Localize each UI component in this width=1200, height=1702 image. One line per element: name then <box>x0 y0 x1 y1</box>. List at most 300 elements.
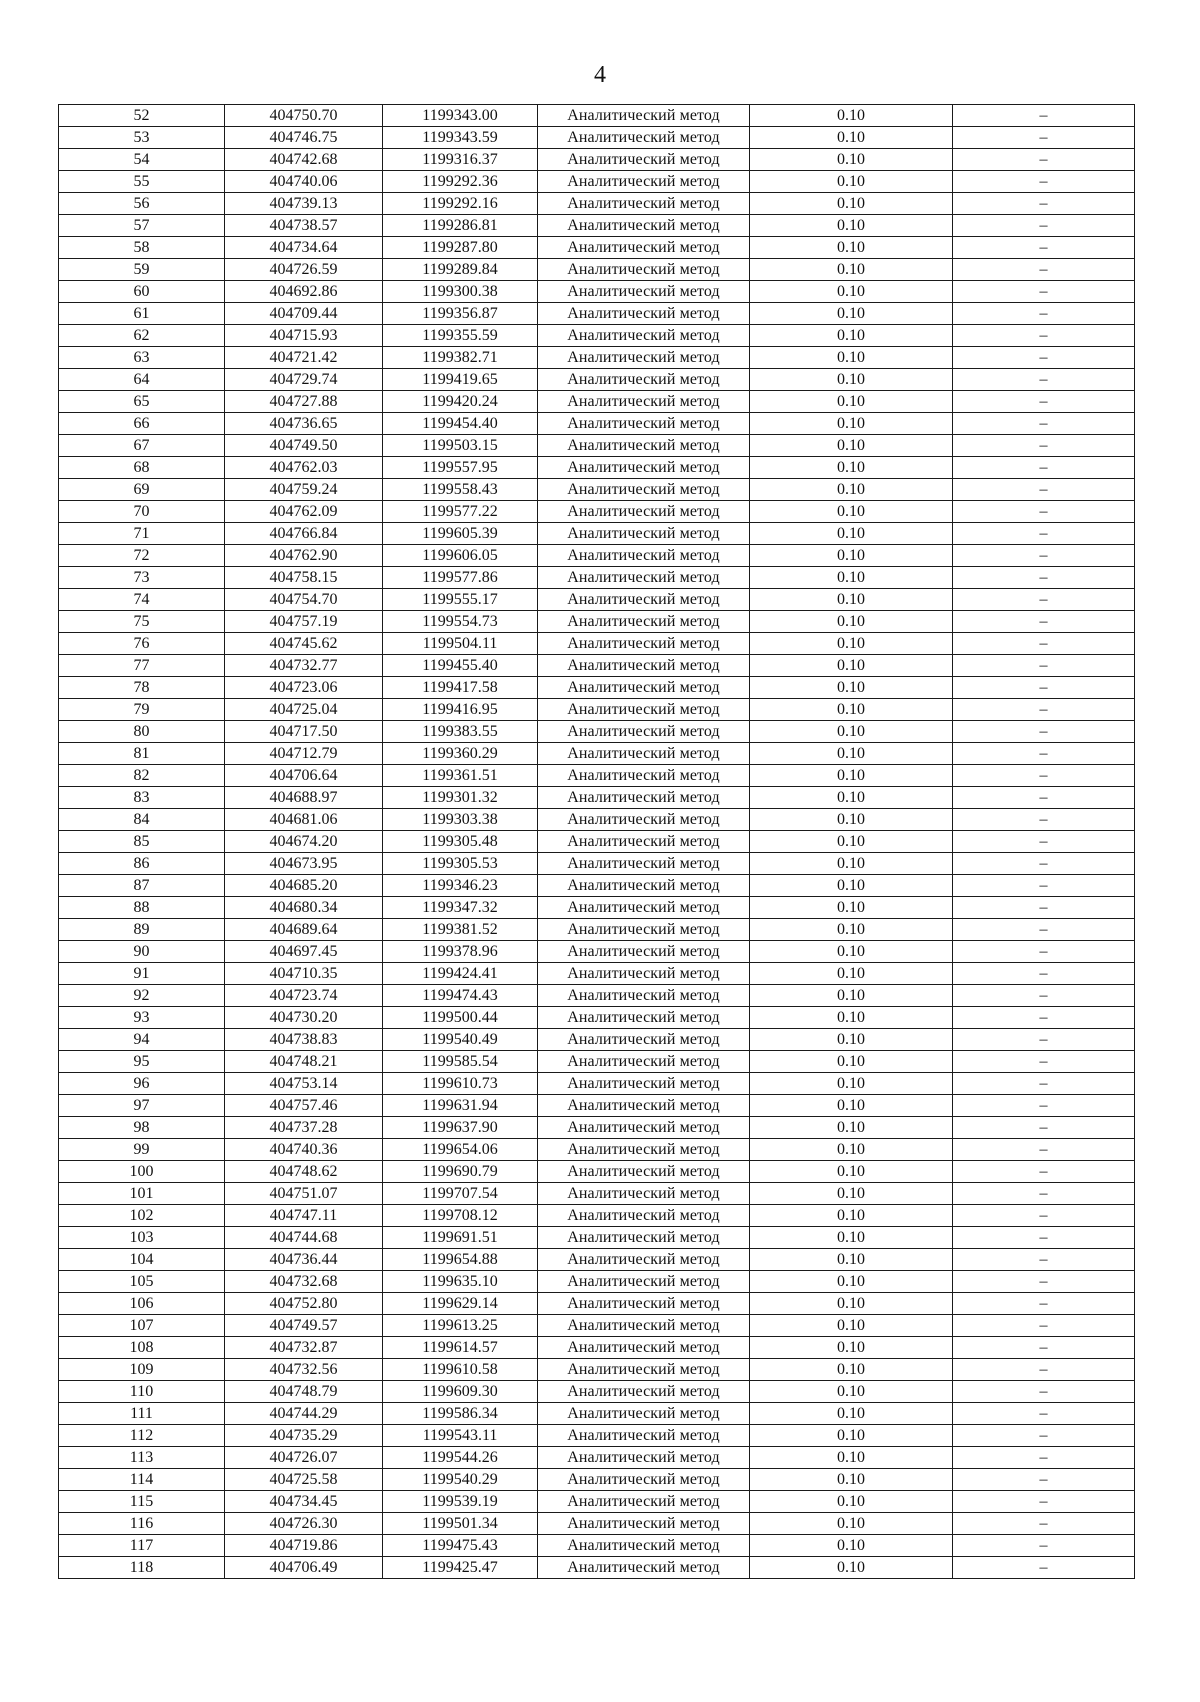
point-number-cell: 81 <box>59 743 225 765</box>
point-number-cell: 65 <box>59 391 225 413</box>
y-coordinate-cell: 1199343.59 <box>383 127 538 149</box>
method-cell: Аналитический метод <box>538 655 750 677</box>
y-coordinate-cell: 1199504.11 <box>383 633 538 655</box>
accuracy-cell: 0.10 <box>750 501 953 523</box>
method-cell: Аналитический метод <box>538 567 750 589</box>
point-number-cell: 73 <box>59 567 225 589</box>
point-number-cell: 82 <box>59 765 225 787</box>
description-cell: – <box>953 1205 1135 1227</box>
y-coordinate-cell: 1199539.19 <box>383 1491 538 1513</box>
point-number-cell: 75 <box>59 611 225 633</box>
accuracy-cell: 0.10 <box>750 303 953 325</box>
x-coordinate-cell: 404748.62 <box>225 1161 383 1183</box>
accuracy-cell: 0.10 <box>750 523 953 545</box>
method-cell: Аналитический метод <box>538 435 750 457</box>
point-number-cell: 70 <box>59 501 225 523</box>
description-cell: – <box>953 237 1135 259</box>
accuracy-cell: 0.10 <box>750 1073 953 1095</box>
description-cell: – <box>953 457 1135 479</box>
point-number-cell: 59 <box>59 259 225 281</box>
table-row <box>59 1447 1135 1469</box>
x-coordinate-cell: 404749.57 <box>225 1315 383 1337</box>
description-cell: – <box>953 259 1135 281</box>
point-number-cell: 113 <box>59 1447 225 1469</box>
method-cell: Аналитический метод <box>538 1293 750 1315</box>
point-number-cell: 107 <box>59 1315 225 1337</box>
method-cell: Аналитический метод <box>538 325 750 347</box>
y-coordinate-cell: 1199501.34 <box>383 1513 538 1535</box>
point-number-cell: 83 <box>59 787 225 809</box>
x-coordinate-cell: 404738.57 <box>225 215 383 237</box>
table-row <box>59 1513 1135 1535</box>
table-row <box>59 699 1135 721</box>
table-row <box>59 875 1135 897</box>
table-row <box>59 303 1135 325</box>
method-cell: Аналитический метод <box>538 457 750 479</box>
x-coordinate-cell: 404745.62 <box>225 633 383 655</box>
accuracy-cell: 0.10 <box>750 1337 953 1359</box>
table-row <box>59 105 1135 127</box>
x-coordinate-cell: 404725.04 <box>225 699 383 721</box>
description-cell: – <box>953 303 1135 325</box>
table-row <box>59 743 1135 765</box>
x-coordinate-cell: 404739.13 <box>225 193 383 215</box>
point-number-cell: 84 <box>59 809 225 831</box>
description-cell: – <box>953 853 1135 875</box>
accuracy-cell: 0.10 <box>750 1095 953 1117</box>
y-coordinate-cell: 1199301.32 <box>383 787 538 809</box>
table-row <box>59 1249 1135 1271</box>
table-row <box>59 215 1135 237</box>
point-number-cell: 89 <box>59 919 225 941</box>
table-row <box>59 721 1135 743</box>
point-number-cell: 52 <box>59 105 225 127</box>
method-cell: Аналитический метод <box>538 105 750 127</box>
table-row <box>59 127 1135 149</box>
table-row <box>59 457 1135 479</box>
table-row <box>59 1469 1135 1491</box>
accuracy-cell: 0.10 <box>750 1161 953 1183</box>
method-cell: Аналитический метод <box>538 875 750 897</box>
table-body <box>59 105 1135 1579</box>
method-cell: Аналитический метод <box>538 589 750 611</box>
description-cell: – <box>953 1183 1135 1205</box>
y-coordinate-cell: 1199613.25 <box>383 1315 538 1337</box>
point-number-cell: 109 <box>59 1359 225 1381</box>
x-coordinate-cell: 404742.68 <box>225 149 383 171</box>
table-row <box>59 1315 1135 1337</box>
description-cell: – <box>953 1403 1135 1425</box>
description-cell: – <box>953 721 1135 743</box>
table-row <box>59 787 1135 809</box>
method-cell: Аналитический метод <box>538 1491 750 1513</box>
x-coordinate-cell: 404706.64 <box>225 765 383 787</box>
table-row <box>59 1051 1135 1073</box>
point-number-cell: 58 <box>59 237 225 259</box>
y-coordinate-cell: 1199455.40 <box>383 655 538 677</box>
point-number-cell: 116 <box>59 1513 225 1535</box>
x-coordinate-cell: 404736.44 <box>225 1249 383 1271</box>
method-cell: Аналитический метод <box>538 1007 750 1029</box>
description-cell: – <box>953 435 1135 457</box>
method-cell: Аналитический метод <box>538 611 750 633</box>
x-coordinate-cell: 404681.06 <box>225 809 383 831</box>
y-coordinate-cell: 1199356.87 <box>383 303 538 325</box>
description-cell: – <box>953 765 1135 787</box>
accuracy-cell: 0.10 <box>750 897 953 919</box>
accuracy-cell: 0.10 <box>750 1117 953 1139</box>
x-coordinate-cell: 404744.68 <box>225 1227 383 1249</box>
x-coordinate-cell: 404734.64 <box>225 237 383 259</box>
y-coordinate-cell: 1199610.73 <box>383 1073 538 1095</box>
description-cell: – <box>953 479 1135 501</box>
x-coordinate-cell: 404759.24 <box>225 479 383 501</box>
x-coordinate-cell: 404697.45 <box>225 941 383 963</box>
accuracy-cell: 0.10 <box>750 743 953 765</box>
table-row <box>59 941 1135 963</box>
y-coordinate-cell: 1199585.54 <box>383 1051 538 1073</box>
accuracy-cell: 0.10 <box>750 435 953 457</box>
point-number-cell: 86 <box>59 853 225 875</box>
y-coordinate-cell: 1199424.41 <box>383 963 538 985</box>
method-cell: Аналитический метод <box>538 237 750 259</box>
x-coordinate-cell: 404723.06 <box>225 677 383 699</box>
point-number-cell: 106 <box>59 1293 225 1315</box>
description-cell: – <box>953 105 1135 127</box>
description-cell: – <box>953 325 1135 347</box>
point-number-cell: 91 <box>59 963 225 985</box>
table-row <box>59 1425 1135 1447</box>
accuracy-cell: 0.10 <box>750 985 953 1007</box>
point-number-cell: 90 <box>59 941 225 963</box>
point-number-cell: 98 <box>59 1117 225 1139</box>
y-coordinate-cell: 1199347.32 <box>383 897 538 919</box>
x-coordinate-cell: 404758.15 <box>225 567 383 589</box>
description-cell: – <box>953 1139 1135 1161</box>
table-row <box>59 1293 1135 1315</box>
description-cell: – <box>953 1535 1135 1557</box>
table-row <box>59 413 1135 435</box>
method-cell: Аналитический метод <box>538 677 750 699</box>
table-row <box>59 919 1135 941</box>
description-cell: – <box>953 1073 1135 1095</box>
method-cell: Аналитический метод <box>538 127 750 149</box>
table-row <box>59 171 1135 193</box>
x-coordinate-cell: 404688.97 <box>225 787 383 809</box>
description-cell: – <box>953 1051 1135 1073</box>
point-number-cell: 79 <box>59 699 225 721</box>
y-coordinate-cell: 1199540.49 <box>383 1029 538 1051</box>
y-coordinate-cell: 1199577.22 <box>383 501 538 523</box>
x-coordinate-cell: 404689.64 <box>225 919 383 941</box>
table-row <box>59 611 1135 633</box>
accuracy-cell: 0.10 <box>750 809 953 831</box>
y-coordinate-cell: 1199287.80 <box>383 237 538 259</box>
description-cell: – <box>953 787 1135 809</box>
x-coordinate-cell: 404710.35 <box>225 963 383 985</box>
point-number-cell: 76 <box>59 633 225 655</box>
point-number-cell: 103 <box>59 1227 225 1249</box>
point-number-cell: 94 <box>59 1029 225 1051</box>
point-number-cell: 105 <box>59 1271 225 1293</box>
method-cell: Аналитический метод <box>538 149 750 171</box>
accuracy-cell: 0.10 <box>750 721 953 743</box>
accuracy-cell: 0.10 <box>750 699 953 721</box>
y-coordinate-cell: 1199614.57 <box>383 1337 538 1359</box>
y-coordinate-cell: 1199690.79 <box>383 1161 538 1183</box>
description-cell: – <box>953 1513 1135 1535</box>
y-coordinate-cell: 1199381.52 <box>383 919 538 941</box>
method-cell: Аналитический метод <box>538 1227 750 1249</box>
description-cell: – <box>953 1007 1135 1029</box>
description-cell: – <box>953 1293 1135 1315</box>
description-cell: – <box>953 589 1135 611</box>
y-coordinate-cell: 1199300.38 <box>383 281 538 303</box>
table-row <box>59 567 1135 589</box>
y-coordinate-cell: 1199503.15 <box>383 435 538 457</box>
description-cell: – <box>953 149 1135 171</box>
description-cell: – <box>953 567 1135 589</box>
method-cell: Аналитический метод <box>538 303 750 325</box>
point-number-cell: 93 <box>59 1007 225 1029</box>
y-coordinate-cell: 1199416.95 <box>383 699 538 721</box>
y-coordinate-cell: 1199707.54 <box>383 1183 538 1205</box>
method-cell: Аналитический метод <box>538 1161 750 1183</box>
table-row <box>59 1029 1135 1051</box>
x-coordinate-cell: 404752.80 <box>225 1293 383 1315</box>
x-coordinate-cell: 404715.93 <box>225 325 383 347</box>
method-cell: Аналитический метод <box>538 787 750 809</box>
table-row <box>59 1161 1135 1183</box>
accuracy-cell: 0.10 <box>750 1271 953 1293</box>
description-cell: – <box>953 1161 1135 1183</box>
accuracy-cell: 0.10 <box>750 831 953 853</box>
accuracy-cell: 0.10 <box>750 413 953 435</box>
y-coordinate-cell: 1199606.05 <box>383 545 538 567</box>
accuracy-cell: 0.10 <box>750 149 953 171</box>
y-coordinate-cell: 1199544.26 <box>383 1447 538 1469</box>
method-cell: Аналитический метод <box>538 897 750 919</box>
accuracy-cell: 0.10 <box>750 1249 953 1271</box>
x-coordinate-cell: 404740.36 <box>225 1139 383 1161</box>
y-coordinate-cell: 1199691.51 <box>383 1227 538 1249</box>
table-row <box>59 259 1135 281</box>
method-cell: Аналитический метод <box>538 1447 750 1469</box>
x-coordinate-cell: 404726.59 <box>225 259 383 281</box>
description-cell: – <box>953 1491 1135 1513</box>
accuracy-cell: 0.10 <box>750 1007 953 1029</box>
accuracy-cell: 0.10 <box>750 1205 953 1227</box>
y-coordinate-cell: 1199631.94 <box>383 1095 538 1117</box>
x-coordinate-cell: 404726.07 <box>225 1447 383 1469</box>
method-cell: Аналитический метод <box>538 919 750 941</box>
table-row <box>59 1271 1135 1293</box>
description-cell: – <box>953 699 1135 721</box>
point-number-cell: 111 <box>59 1403 225 1425</box>
accuracy-cell: 0.10 <box>750 875 953 897</box>
point-number-cell: 53 <box>59 127 225 149</box>
method-cell: Аналитический метод <box>538 1271 750 1293</box>
x-coordinate-cell: 404732.56 <box>225 1359 383 1381</box>
x-coordinate-cell: 404748.21 <box>225 1051 383 1073</box>
method-cell: Аналитический метод <box>538 1425 750 1447</box>
table-row <box>59 831 1135 853</box>
description-cell: – <box>953 523 1135 545</box>
x-coordinate-cell: 404757.46 <box>225 1095 383 1117</box>
y-coordinate-cell: 1199361.51 <box>383 765 538 787</box>
x-coordinate-cell: 404729.74 <box>225 369 383 391</box>
table-row <box>59 655 1135 677</box>
table-row <box>59 633 1135 655</box>
accuracy-cell: 0.10 <box>750 1403 953 1425</box>
page-number: 4 <box>594 62 606 88</box>
method-cell: Аналитический метод <box>538 1403 750 1425</box>
y-coordinate-cell: 1199554.73 <box>383 611 538 633</box>
accuracy-cell: 0.10 <box>750 633 953 655</box>
method-cell: Аналитический метод <box>538 831 750 853</box>
method-cell: Аналитический метод <box>538 985 750 1007</box>
y-coordinate-cell: 1199360.29 <box>383 743 538 765</box>
description-cell: – <box>953 545 1135 567</box>
description-cell: – <box>953 1095 1135 1117</box>
y-coordinate-cell: 1199316.37 <box>383 149 538 171</box>
point-number-cell: 108 <box>59 1337 225 1359</box>
point-number-cell: 74 <box>59 589 225 611</box>
point-number-cell: 57 <box>59 215 225 237</box>
point-number-cell: 115 <box>59 1491 225 1513</box>
point-number-cell: 88 <box>59 897 225 919</box>
method-cell: Аналитический метод <box>538 743 750 765</box>
x-coordinate-cell: 404747.11 <box>225 1205 383 1227</box>
description-cell: – <box>953 413 1135 435</box>
y-coordinate-cell: 1199654.06 <box>383 1139 538 1161</box>
description-cell: – <box>953 1227 1135 1249</box>
table-row <box>59 545 1135 567</box>
accuracy-cell: 0.10 <box>750 787 953 809</box>
method-cell: Аналитический метод <box>538 853 750 875</box>
x-coordinate-cell: 404735.29 <box>225 1425 383 1447</box>
point-number-cell: 67 <box>59 435 225 457</box>
method-cell: Аналитический метод <box>538 193 750 215</box>
point-number-cell: 118 <box>59 1557 225 1579</box>
description-cell: – <box>953 1425 1135 1447</box>
y-coordinate-cell: 1199378.96 <box>383 941 538 963</box>
table-row <box>59 1535 1135 1557</box>
point-number-cell: 92 <box>59 985 225 1007</box>
method-cell: Аналитический метод <box>538 347 750 369</box>
point-number-cell: 101 <box>59 1183 225 1205</box>
y-coordinate-cell: 1199635.10 <box>383 1271 538 1293</box>
y-coordinate-cell: 1199474.43 <box>383 985 538 1007</box>
point-number-cell: 56 <box>59 193 225 215</box>
description-cell: – <box>953 127 1135 149</box>
point-number-cell: 72 <box>59 545 225 567</box>
description-cell: – <box>953 743 1135 765</box>
description-cell: – <box>953 1117 1135 1139</box>
point-number-cell: 71 <box>59 523 225 545</box>
point-number-cell: 97 <box>59 1095 225 1117</box>
description-cell: – <box>953 1315 1135 1337</box>
table-row <box>59 1139 1135 1161</box>
method-cell: Аналитический метод <box>538 633 750 655</box>
point-number-cell: 95 <box>59 1051 225 1073</box>
accuracy-cell: 0.10 <box>750 1535 953 1557</box>
accuracy-cell: 0.10 <box>750 1491 953 1513</box>
method-cell: Аналитический метод <box>538 1183 750 1205</box>
accuracy-cell: 0.10 <box>750 325 953 347</box>
x-coordinate-cell: 404762.09 <box>225 501 383 523</box>
x-coordinate-cell: 404726.30 <box>225 1513 383 1535</box>
y-coordinate-cell: 1199454.40 <box>383 413 538 435</box>
y-coordinate-cell: 1199586.34 <box>383 1403 538 1425</box>
x-coordinate-cell: 404732.68 <box>225 1271 383 1293</box>
table-row <box>59 765 1135 787</box>
table-row <box>59 1557 1135 1579</box>
table-row <box>59 1227 1135 1249</box>
description-cell: – <box>953 941 1135 963</box>
y-coordinate-cell: 1199346.23 <box>383 875 538 897</box>
point-number-cell: 60 <box>59 281 225 303</box>
point-number-cell: 80 <box>59 721 225 743</box>
x-coordinate-cell: 404766.84 <box>225 523 383 545</box>
y-coordinate-cell: 1199637.90 <box>383 1117 538 1139</box>
description-cell: – <box>953 633 1135 655</box>
y-coordinate-cell: 1199475.43 <box>383 1535 538 1557</box>
accuracy-cell: 0.10 <box>750 391 953 413</box>
description-cell: – <box>953 369 1135 391</box>
accuracy-cell: 0.10 <box>750 765 953 787</box>
description-cell: – <box>953 1381 1135 1403</box>
accuracy-cell: 0.10 <box>750 171 953 193</box>
accuracy-cell: 0.10 <box>750 611 953 633</box>
table-row <box>59 1403 1135 1425</box>
point-number-cell: 114 <box>59 1469 225 1491</box>
point-number-cell: 63 <box>59 347 225 369</box>
x-coordinate-cell: 404706.49 <box>225 1557 383 1579</box>
table-row <box>59 281 1135 303</box>
table-row <box>59 963 1135 985</box>
method-cell: Аналитический метод <box>538 1051 750 1073</box>
point-number-cell: 117 <box>59 1535 225 1557</box>
table-row <box>59 523 1135 545</box>
y-coordinate-cell: 1199558.43 <box>383 479 538 501</box>
accuracy-cell: 0.10 <box>750 1029 953 1051</box>
point-number-cell: 55 <box>59 171 225 193</box>
table-row <box>59 589 1135 611</box>
method-cell: Аналитический метод <box>538 1095 750 1117</box>
x-coordinate-cell: 404757.19 <box>225 611 383 633</box>
accuracy-cell: 0.10 <box>750 479 953 501</box>
description-cell: – <box>953 171 1135 193</box>
table-row <box>59 435 1135 457</box>
x-coordinate-cell: 404732.87 <box>225 1337 383 1359</box>
table-row <box>59 149 1135 171</box>
accuracy-cell: 0.10 <box>750 347 953 369</box>
point-number-cell: 96 <box>59 1073 225 1095</box>
table-row <box>59 237 1135 259</box>
method-cell: Аналитический метод <box>538 1139 750 1161</box>
description-cell: – <box>953 677 1135 699</box>
y-coordinate-cell: 1199383.55 <box>383 721 538 743</box>
description-cell: – <box>953 1359 1135 1381</box>
y-coordinate-cell: 1199577.86 <box>383 567 538 589</box>
point-number-cell: 61 <box>59 303 225 325</box>
point-number-cell: 100 <box>59 1161 225 1183</box>
accuracy-cell: 0.10 <box>750 1447 953 1469</box>
accuracy-cell: 0.10 <box>750 105 953 127</box>
description-cell: – <box>953 215 1135 237</box>
x-coordinate-cell: 404748.79 <box>225 1381 383 1403</box>
